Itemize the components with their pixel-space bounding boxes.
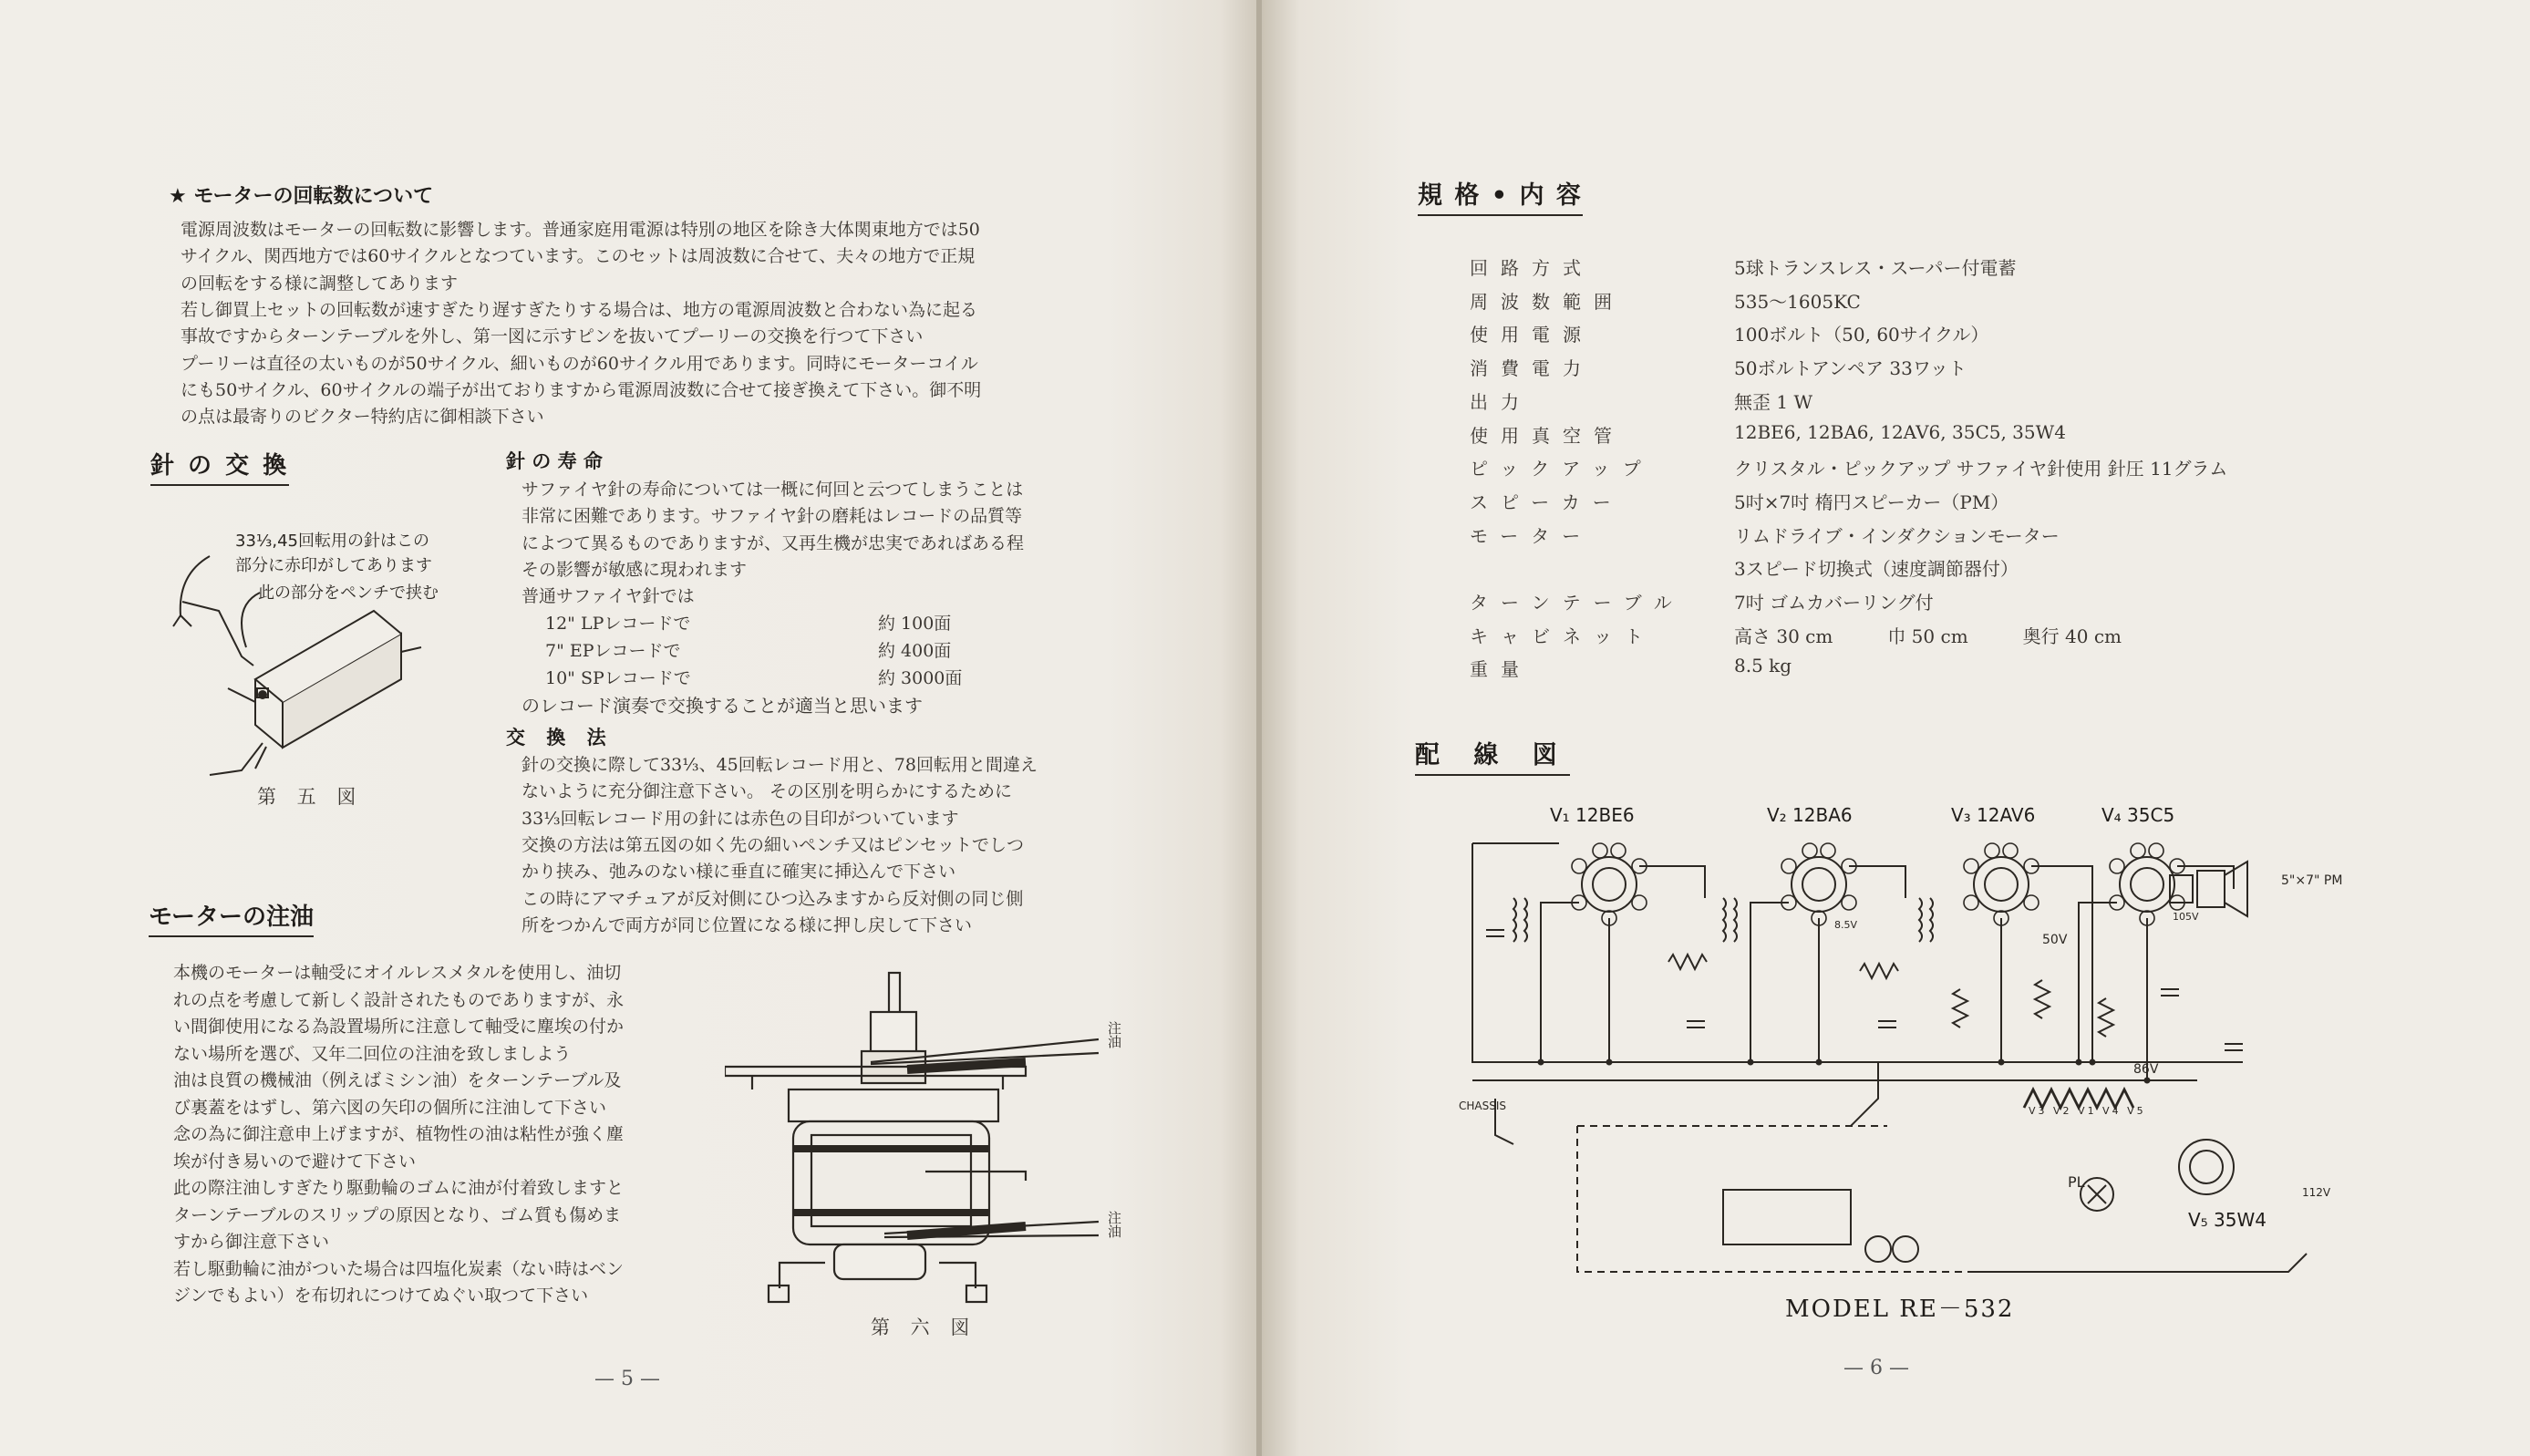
motor-oil-heading: モーターの注油 xyxy=(149,898,314,937)
record-count: 約 3000面 xyxy=(878,668,963,688)
motor-oil-line: すから御注意下さい xyxy=(173,1232,330,1252)
schematic-chassis-label: CHASSIS xyxy=(1459,1100,1507,1112)
spec-label: 回路方式 xyxy=(1470,257,1594,279)
motor-oil-line: 若し駆動輪に油がついた場合は四塩化炭素（ない時はベン xyxy=(173,1258,625,1279)
record-type: 10" SPレコードで xyxy=(545,668,691,688)
motor-rpm-line: 若し御買上セットの回転数が速すぎたり遅すぎたりする場合は、地方の電源周波数と合わない為に起る xyxy=(181,299,978,320)
exchange-method-line: かり挟み、弛みのない様に垂直に確実に挿込んで下さい xyxy=(521,862,956,883)
schematic-50v-label: 50V xyxy=(2042,933,2068,947)
exchange-method-line: 所をつかんで両方が同じ位置になる様に押し戻して下さい xyxy=(521,914,973,935)
spec-label: モーター xyxy=(1470,524,1594,547)
spec-label: スピーカー xyxy=(1470,490,1624,513)
exchange-method-line: ないように充分御注意下さい。 その区別を明らかにするために xyxy=(521,781,1013,802)
spec-label: 出力 xyxy=(1470,390,1532,413)
right-page-number: — 6 — xyxy=(1843,1357,1909,1379)
needle-life-heading: 針 の 寿 命 xyxy=(506,450,603,472)
model-number xyxy=(1785,1290,2014,1324)
tube-v1-label: V₁ 12BE6 xyxy=(1550,804,1635,826)
motor-rpm-line: サイクル、関西地方では60サイクルとなつています。このセットは周波数に合せて、夫々の地方で正規 xyxy=(181,246,976,267)
tube-v3-label: V₃ 12AV6 xyxy=(1951,804,2036,826)
spec-value: 高さ 30 cm 巾 50 cm 奥行 40 cm xyxy=(1734,625,2122,647)
spec-label: 使用真空管 xyxy=(1470,424,1625,447)
motor-oil-line: ターンテーブルのスリップの原因となり、ゴム質も傷めま xyxy=(173,1204,622,1225)
spec-label: 消費電力 xyxy=(1470,357,1594,380)
tube-v5-label: V₅ 35W4 xyxy=(2188,1209,2267,1231)
exchange-method-heading: 交 換 法 xyxy=(506,727,614,749)
figure6-oil-label-2: 注油 xyxy=(1106,1211,1122,1238)
motor-rpm-heading: ★ モーターの回転数について xyxy=(169,185,434,208)
needle-life-line: によつて異るものでありますが、又再生機が忠実であればある程 xyxy=(521,532,1025,553)
motor-oil-line: 油は良質の機械油（例えばミシン油）をターンテーブル及 xyxy=(173,1070,622,1090)
record-type: 12" LPレコードで xyxy=(545,614,691,634)
record-count: 約 100面 xyxy=(878,614,952,634)
needle-life-line: 普通サファイヤ針では xyxy=(521,586,695,607)
motor-oil-line: れの点を考慮して新しく設計されたものでありますが、永 xyxy=(173,989,625,1010)
spec-label: キャビネット xyxy=(1470,625,1656,647)
record-count: 約 400面 xyxy=(878,641,952,661)
spec-heading: 規 格 • 内 容 xyxy=(1418,175,1583,216)
spec-value: 50ボルトアンペア 33ワット xyxy=(1734,357,1967,380)
needle-life-closing: のレコード演奏で交換することが適当と思います xyxy=(521,695,923,717)
motor-oil-line: び裏蓋をはずし、第六図の矢印の個所に注油して下さい xyxy=(173,1097,607,1118)
spec-label: 使用電源 xyxy=(1470,324,1594,346)
spec-label: ターンテーブル xyxy=(1470,592,1685,614)
wiring-schematic xyxy=(1450,825,2343,1290)
figure5-note-3: 此の部分をペンチで挟む xyxy=(258,583,439,603)
spec-value: 5球トランスレス・スーパー付電蓄 xyxy=(1734,257,2017,279)
exchange-method-line: 針の交換に際して33⅓、45回転レコード用と、78回転用と間違え xyxy=(521,755,1038,775)
spec-label: 周波数範囲 xyxy=(1470,290,1625,313)
schematic-86v-label: 86V xyxy=(2133,1062,2159,1077)
figure5-note-2: 部分に赤印がしてあります xyxy=(235,556,432,575)
schematic-105v-label: 105V xyxy=(2173,911,2199,923)
motor-oil-line: 本機のモーターは軸受にオイルレスメタルを使用し、油切 xyxy=(173,963,622,983)
motor-rpm-line: 電源周波数はモーターの回転数に影響します。普通家庭用電源は特別の地区を除き大体関東地方では50 xyxy=(181,220,980,240)
needle-life-line: その影響が敏感に現われます xyxy=(521,559,748,580)
needle-life-line: 非常に困難であります。サファイヤ針の磨耗はレコードの品質等 xyxy=(521,506,1023,527)
spec-label: 重量 xyxy=(1470,658,1532,681)
figure6-caption: 第 六 図 xyxy=(871,1317,977,1338)
figure6-oil-label-1: 注油 xyxy=(1106,1021,1122,1048)
spec-value: 無歪 1 W xyxy=(1734,390,1812,413)
spec-value: 12BE6, 12BA6, 12AV6, 35C5, 35W4 xyxy=(1734,420,2066,443)
motor-rpm-line: の回転をする様に調整してあります xyxy=(181,273,459,294)
schematic-heater-chain-label: V3 V2 V1 V4 V5 xyxy=(2029,1105,2146,1117)
schematic-112v-label: 112V xyxy=(2302,1186,2331,1199)
spec-value: 3スピード切換式（速度調節器付） xyxy=(1734,558,2019,581)
spec-value: 5吋×7吋 楕円スピーカー（PM） xyxy=(1734,490,2009,513)
record-type: 7" EPレコードで xyxy=(545,641,681,661)
schematic-speaker-label: 5"×7" PM xyxy=(2281,873,2343,888)
figure5-cartridge-drawing xyxy=(155,524,456,789)
motor-rpm-line: の点は最寄りのビクター特約店に御相談下さい xyxy=(181,407,544,428)
motor-rpm-line: 事故ですからターンテーブルを外し、第一図に示すピンを抜いてプーリーの交換を行つて下さい xyxy=(181,326,924,347)
motor-oil-line: 此の際注油しすぎたり駆動輪のゴムに油が付着致しますと xyxy=(173,1178,625,1198)
exchange-method-line: この時にアマチュアが反対側にひつ込みますから反対側の同じ側 xyxy=(521,888,1024,909)
motor-oil-line: 埃が付き易いので避けて下さい xyxy=(173,1151,417,1172)
spec-value: 7吋 ゴムカバーリング付 xyxy=(1734,592,1934,614)
model-text: MODEL RE－532 xyxy=(1785,1296,2015,1323)
figure6-motor-drawing xyxy=(725,962,1126,1317)
exchange-method-line: 交換の方法は第五図の如く先の細いペンチ又はピンセットでしつ xyxy=(521,834,1025,855)
schematic-pl-label: PL xyxy=(2068,1173,2085,1191)
wiring-heading: 配 線 図 xyxy=(1415,735,1570,776)
spec-value: クリスタル・ピックアップ サファイヤ針使用 針圧 11グラム xyxy=(1734,458,2228,480)
needle-exchange-heading: 針 の 交 換 xyxy=(150,447,289,486)
motor-oil-line: ない場所を選び、又年二回位の注油を致しましよう xyxy=(173,1043,572,1064)
motor-rpm-line: にも50サイクル、60サイクルの端子が出ておりますから電源周波数に合せて接ぎ換えて下さい。御不明 xyxy=(181,379,982,400)
schematic-8-5v-label: 8.5V xyxy=(1834,919,1858,931)
motor-oil-line: ジンでもよい）を布切れにつけてぬぐい取つて下さい xyxy=(173,1286,589,1306)
needle-life-line: サファイヤ針の寿命については一概に何回と云つてしまうことは xyxy=(521,480,1024,500)
figure5-note-1: 33⅓,45回転用の針はこの xyxy=(235,532,429,551)
spec-value: リムドライブ・インダクションモーター xyxy=(1734,524,2060,547)
left-page-number: — 5 — xyxy=(594,1368,660,1390)
spec-value: 8.5 kg xyxy=(1734,655,1792,677)
spec-value: 535～1605KC xyxy=(1734,290,1861,313)
motor-oil-line: 念の為に御注意申上げますが、植物性の油は粘性が強く塵 xyxy=(173,1124,625,1144)
motor-oil-line: い間御使用になる為設置場所に注意して軸受に塵埃の付か xyxy=(173,1017,625,1037)
motor-rpm-line: プーリーは直径の太いものが50サイクル、細いものが60サイクル用であります。同時にモーターコイル xyxy=(181,353,978,374)
figure5-caption: 第 五 図 xyxy=(257,786,364,808)
tube-v2-label: V₂ 12BA6 xyxy=(1767,804,1853,826)
tube-v4-label: V₄ 35C5 xyxy=(2101,804,2175,826)
spec-value: 100ボルト（50, 60サイクル） xyxy=(1734,324,1989,346)
spec-label: ピックアップ xyxy=(1470,458,1654,480)
exchange-method-line: 33⅓回転レコード用の針には赤色の目印がついています xyxy=(521,808,959,829)
